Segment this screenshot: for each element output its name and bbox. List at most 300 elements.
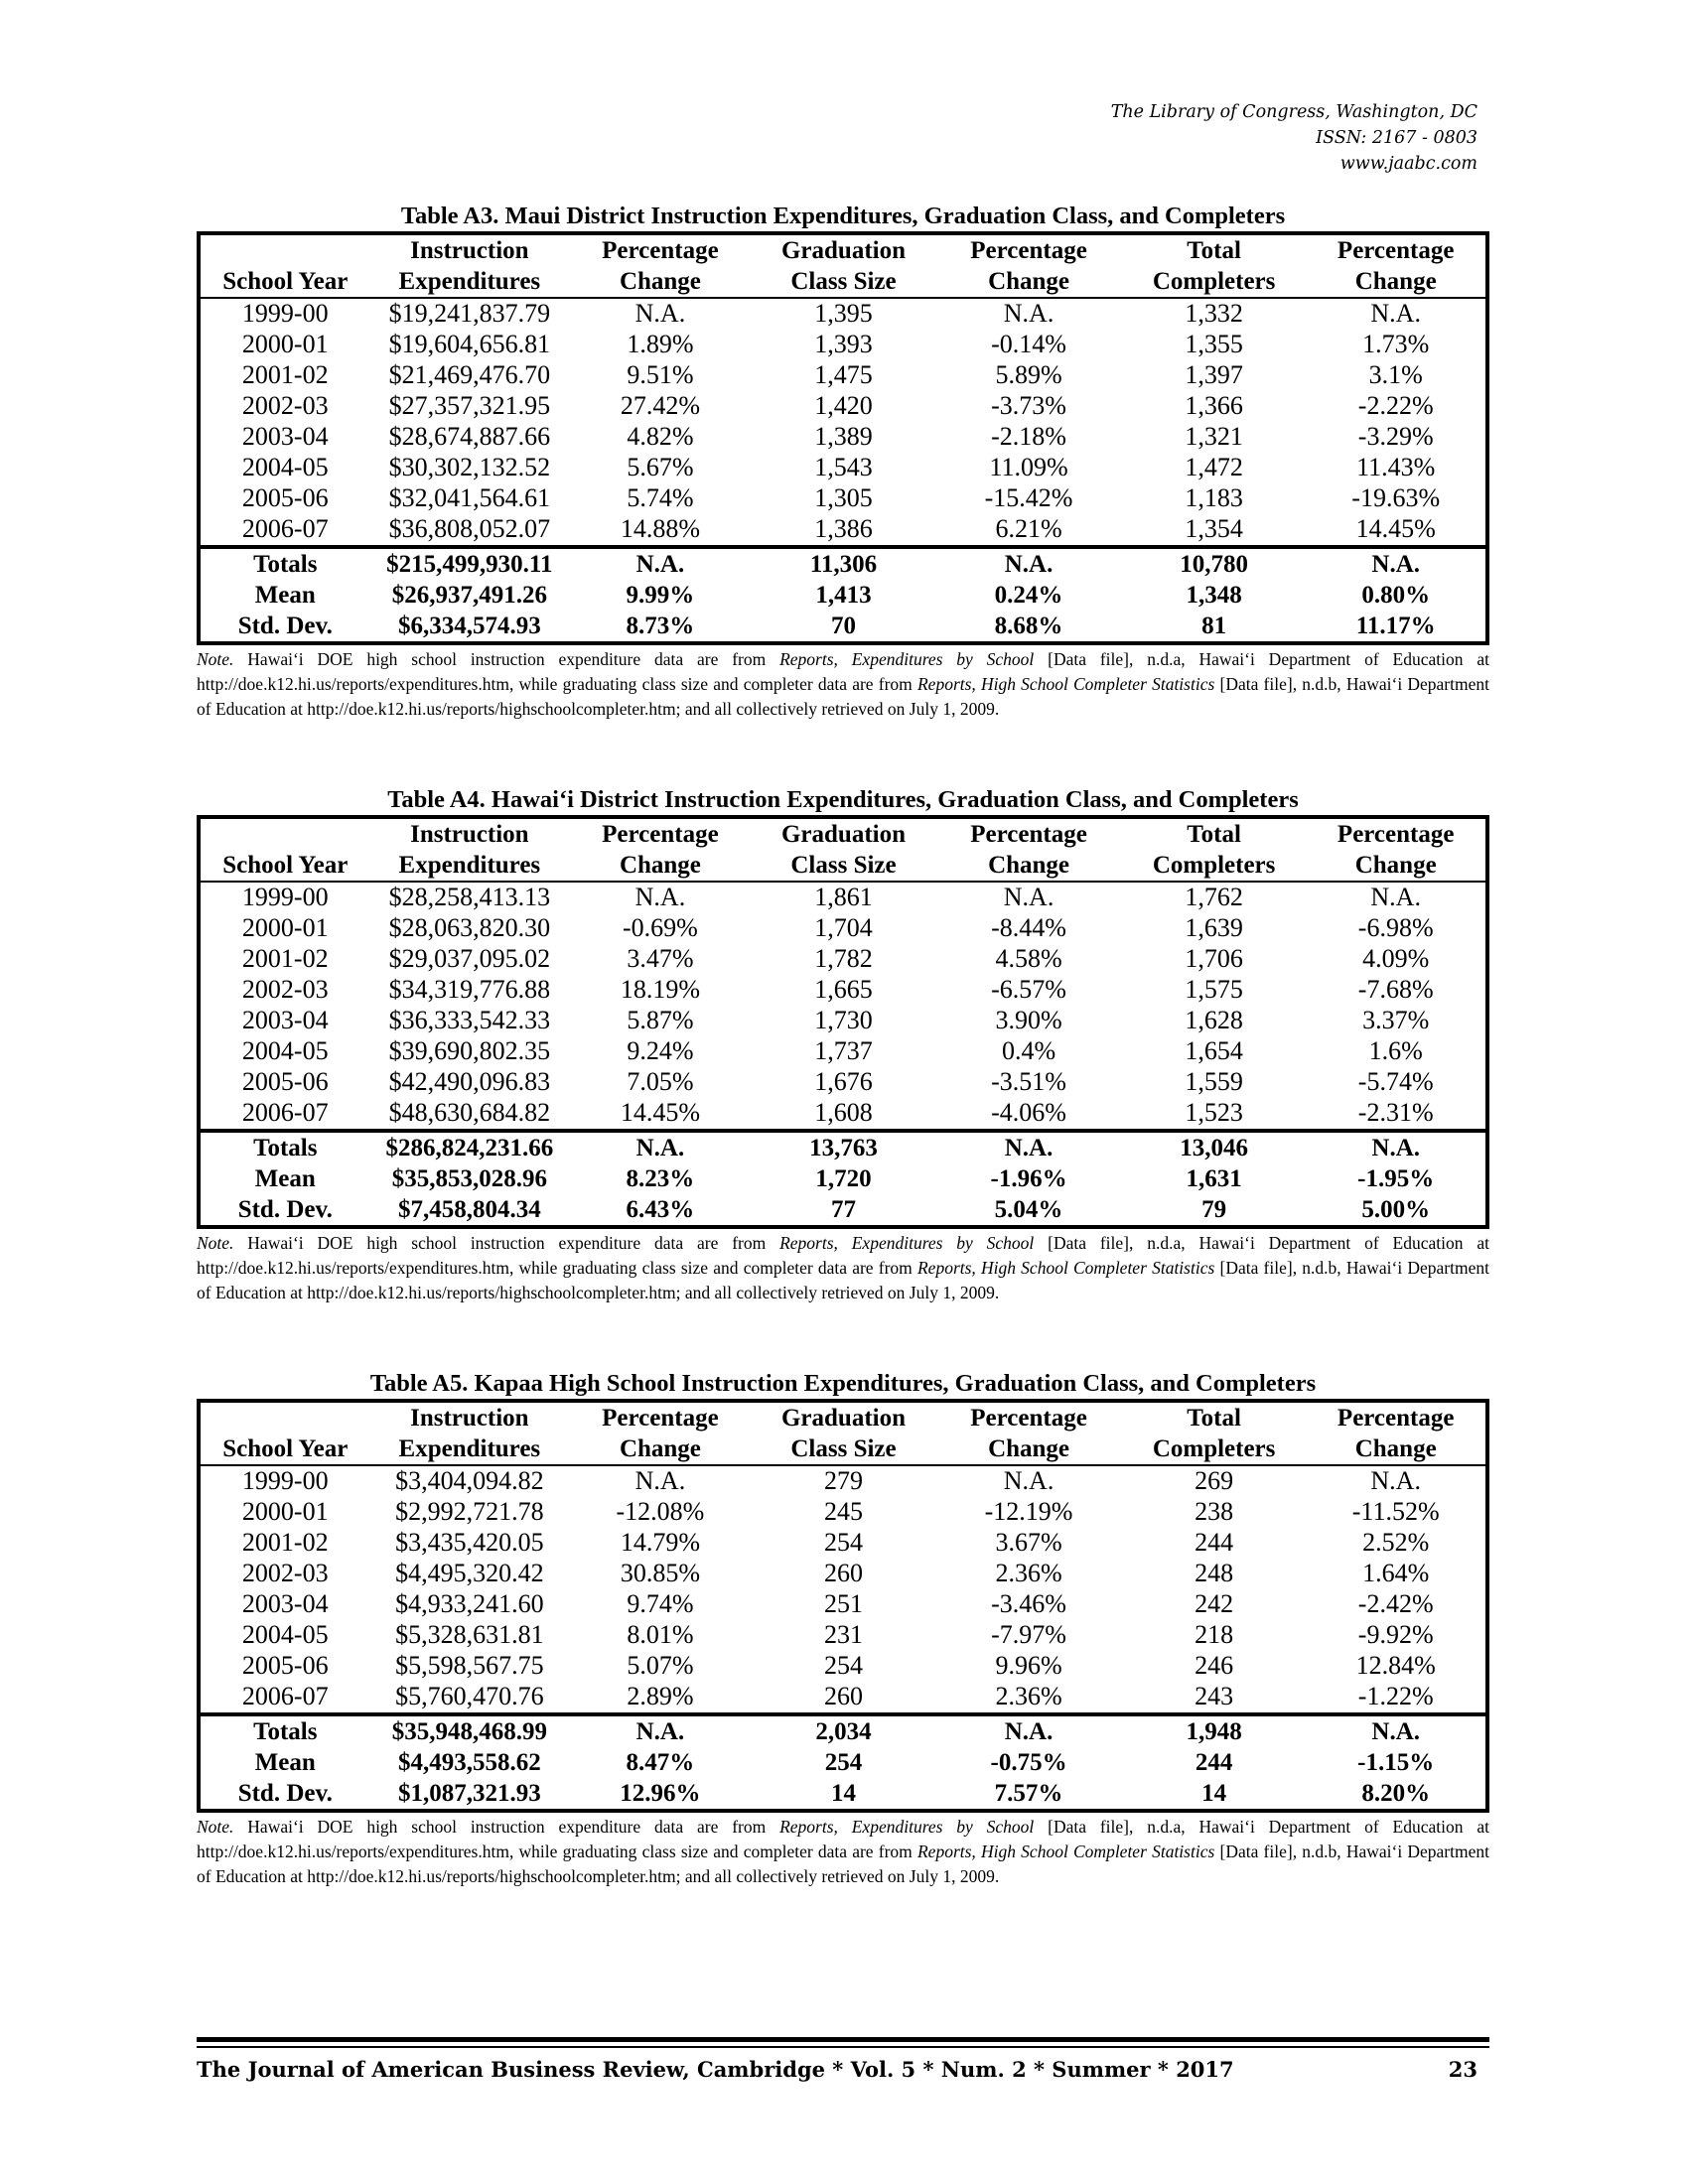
header-row-bottom [199, 1433, 1487, 1465]
column-header: Percentage [1336, 237, 1455, 264]
summary-row [199, 1194, 1487, 1227]
table-row [199, 1036, 1487, 1067]
column-header: Percentage [970, 821, 1087, 848]
summary-cell: 244 [1195, 1748, 1233, 1776]
table-row [199, 944, 1487, 975]
table-cell: N.A. [634, 1466, 686, 1496]
table-row [199, 1589, 1487, 1620]
summary-cell: N.A. [935, 1131, 1122, 1163]
column-header: Change [935, 850, 1122, 882]
summary-cell: $6,334,574.93 [397, 612, 541, 639]
column-header: Change [569, 266, 752, 298]
table-cell: 1,730 [814, 1006, 873, 1035]
table-cell: $42,490,096.83 [388, 1067, 551, 1097]
note-label: Note. [197, 1817, 234, 1837]
table-cell: N.A. [1370, 1466, 1421, 1496]
summary-cell: 11,306 [752, 547, 936, 580]
table-cell: 1,762 [1185, 883, 1243, 912]
summary-cell: 1,720 [815, 1164, 872, 1192]
summary-cell: Totals [199, 1131, 370, 1163]
table-cell: 1,354 [1185, 514, 1243, 544]
table-title: Table A4. Hawai‘i District Instruction Expenditures, Graduation Class, and Completers [387, 786, 1299, 813]
table-cell: 14.45% [620, 1098, 700, 1128]
note-reference-completers: Reports, High School Completer Statistics [916, 674, 1215, 694]
table-cell: 1.6% [1368, 1036, 1423, 1066]
table-cell: 1,366 [1185, 391, 1243, 421]
summary-cell: Mean [254, 581, 316, 609]
table-cell: 2003-04 [241, 1006, 329, 1035]
table-cell: -6.57% [991, 975, 1066, 1005]
summary-cell: N.A. [935, 1714, 1122, 1747]
table-row [199, 453, 1487, 483]
table-cell: 1,332 [1185, 299, 1243, 329]
table-cell: 11.09% [989, 453, 1068, 482]
table-cell: 18.19% [620, 975, 700, 1005]
table-cell: 2002-03 [241, 1559, 329, 1588]
footer-rule-thin [197, 2046, 1489, 2048]
column-header: Change [1306, 1433, 1487, 1465]
table-cell: 2004-05 [241, 1036, 329, 1066]
table-cell: -7.68% [1357, 975, 1434, 1005]
summary-cell: 70 [830, 612, 856, 639]
column-header: Total [1187, 237, 1241, 264]
summary-row [199, 1714, 1487, 1747]
table-cell: 1.64% [1362, 1559, 1430, 1588]
table-cell: 2004-05 [241, 1620, 329, 1650]
table-cell: 1,321 [1185, 422, 1243, 452]
table-cell: 218 [1195, 1620, 1234, 1650]
table-cell: 8.01% [627, 1620, 694, 1650]
table-cell: -2.42% [1357, 1589, 1434, 1619]
summary-cell: N.A. [935, 547, 1122, 580]
summary-cell: 1,948 [1122, 1714, 1307, 1747]
table-cell: 245 [823, 1497, 863, 1527]
summary-cell: N.A. [569, 1131, 752, 1163]
summary-cell: N.A. [569, 1714, 752, 1747]
summary-cell: 5.04% [994, 1195, 1063, 1223]
table-cell: -0.14% [991, 330, 1066, 359]
table-cell: $21,469,476.70 [388, 360, 551, 390]
column-header: Completers [1122, 266, 1307, 298]
table-cell: 1,393 [814, 330, 873, 359]
table-cell: 1,395 [814, 299, 873, 329]
table-cell: 1,654 [1185, 1036, 1243, 1066]
column-header: Instruction [410, 1405, 529, 1432]
table-a3 [197, 231, 1489, 645]
table-cell: 14.88% [620, 514, 700, 544]
table-row [199, 1067, 1487, 1098]
table-cell: 1,628 [1185, 1006, 1243, 1035]
table-cell: 248 [1195, 1559, 1234, 1588]
table-cell: 2005-06 [241, 1067, 329, 1097]
summary-cell: 254 [824, 1748, 863, 1776]
summary-row [199, 547, 1487, 580]
table-a4 [197, 815, 1489, 1229]
table-row [199, 975, 1487, 1006]
table-cell: 1,389 [814, 422, 873, 452]
summary-row [199, 580, 1487, 611]
table-cell: 1,475 [814, 360, 873, 390]
column-header: Total [1187, 1405, 1241, 1432]
header-row-top [199, 233, 1487, 266]
table-title: Table A5. Kapaa High School Instruction Expenditures, Graduation Class, and Completers [369, 1370, 1317, 1397]
column-header [199, 233, 370, 266]
summary-cell: $1,087,321.93 [397, 1779, 541, 1807]
column-header: Percentage [970, 237, 1087, 264]
table-cell: 2001-02 [241, 360, 329, 390]
table-a5-section [197, 1369, 1489, 1889]
column-header: Total [1187, 821, 1241, 848]
summary-cell: 0.24% [994, 581, 1063, 609]
table-cell: 1,861 [814, 883, 873, 912]
table-cell: -3.46% [991, 1589, 1066, 1619]
table-row [199, 1497, 1487, 1528]
table-cell: 1,665 [814, 975, 873, 1005]
table-row [199, 1651, 1487, 1682]
note-text: [Data file], n.d.b, Hawai‘i Department of Education at http://doe.k12.hi.us/reports/highschoolcompleter.htm; and all collectively retrieved on July 1, 2009. [197, 1258, 1489, 1302]
summary-row [199, 1778, 1487, 1811]
header-line-issn: ISSN: 2167 - 0803 [1316, 128, 1477, 148]
table-cell: -8.44% [991, 913, 1066, 943]
table-cell: 3.37% [1362, 1006, 1430, 1035]
column-header: Percentage [1336, 1405, 1455, 1432]
header-row-bottom [199, 266, 1487, 298]
table-cell: -2.31% [1357, 1098, 1434, 1128]
table-cell: 1,472 [1185, 453, 1243, 482]
table-cell: 3.1% [1368, 360, 1423, 390]
summary-cell: Totals [199, 547, 370, 580]
page-number: 23 [1448, 2057, 1477, 2082]
column-header: Percentage [1336, 821, 1455, 848]
summary-cell: N.A. [1306, 1714, 1487, 1747]
table-cell: 3.90% [995, 1006, 1062, 1035]
column-header: Completers [1122, 850, 1307, 882]
table-cell: 254 [823, 1528, 863, 1558]
table-cell: $30,302,132.52 [388, 453, 551, 482]
table-row [199, 391, 1487, 422]
table-cell: $5,598,567.75 [395, 1651, 544, 1681]
note-text: [Data file], n.d.b, Hawai‘i Department of Education at http://doe.k12.hi.us/reports/highschoolcompleter.htm; and all collectively retrieved on July 1, 2009. [197, 1842, 1489, 1886]
column-header: Graduation [780, 1405, 906, 1432]
column-header: Change [1306, 266, 1487, 298]
summary-cell: $35,948,468.99 [370, 1714, 570, 1747]
table-cell: 1,608 [814, 1098, 873, 1128]
table-cell: 254 [823, 1651, 863, 1681]
table-cell: 1,575 [1185, 975, 1243, 1005]
table-a5 [197, 1399, 1489, 1813]
table-cell: 7.05% [627, 1067, 694, 1097]
table-cell: -4.06% [991, 1098, 1066, 1128]
summary-cell: 1,413 [815, 581, 872, 609]
table-row [199, 1528, 1487, 1559]
table-cell: 14.45% [1355, 514, 1436, 544]
column-header: Class Size [752, 850, 936, 882]
table-cell: -2.22% [1357, 391, 1434, 421]
summary-cell: $4,493,558.62 [397, 1748, 541, 1776]
table-cell: 5.74% [627, 483, 694, 513]
column-header: Completers [1122, 1433, 1307, 1465]
table-cell: 4.82% [627, 422, 694, 452]
table-cell: -12.08% [616, 1497, 705, 1527]
table-cell: $28,258,413.13 [388, 883, 551, 912]
table-cell: 2006-07 [241, 514, 329, 544]
table-cell: 27.42% [620, 391, 700, 421]
note-text: Hawai‘i DOE high school instruction expenditure data are from [233, 1817, 780, 1837]
table-cell: $5,760,470.76 [395, 1682, 544, 1711]
column-header: Percentage [602, 237, 719, 264]
table-cell: 1,397 [1185, 360, 1243, 390]
summary-cell: 0.80% [1361, 581, 1431, 609]
table-cell: N.A. [1003, 1466, 1055, 1496]
summary-cell: 8.73% [626, 612, 695, 639]
summary-row [199, 611, 1487, 643]
table-cell: 1,676 [814, 1067, 873, 1097]
table-cell: 9.24% [627, 1036, 694, 1066]
table-row [199, 360, 1487, 391]
summary-cell: N.A. [569, 547, 752, 580]
table-cell: -19.63% [1351, 483, 1441, 513]
summary-cell: $286,824,231.66 [370, 1131, 570, 1163]
table-row [199, 298, 1487, 330]
table-cell: 260 [823, 1559, 863, 1588]
table-cell: $4,495,320.42 [395, 1559, 544, 1588]
table-row [199, 514, 1487, 547]
table-cell: 2003-04 [241, 422, 329, 452]
table-title: Table A3. Maui District Instruction Expenditures, Graduation Class, and Completers [400, 203, 1286, 229]
table-cell: N.A. [1370, 299, 1421, 329]
table-cell: 1,355 [1185, 330, 1243, 359]
summary-row [199, 1163, 1487, 1194]
column-header: Graduation [780, 821, 906, 848]
note-text: Hawai‘i DOE high school instruction expenditure data are from [233, 1233, 780, 1253]
footer-journal-title: The Journal of American Business Review, Cambridge * Vol. 5 * Num. 2 * Summer * 2017 [197, 2057, 1234, 2082]
summary-cell: 13,763 [752, 1131, 936, 1163]
table-cell: 269 [1195, 1466, 1234, 1496]
table-cell: 1,559 [1185, 1067, 1243, 1097]
summary-cell: Std. Dev. [237, 1195, 333, 1223]
summary-cell: $215,499,930.11 [370, 547, 570, 580]
column-header: Instruction [410, 821, 529, 848]
table-cell: 2000-01 [241, 330, 329, 359]
table-cell: 1.89% [627, 330, 694, 359]
table-cell: 2006-07 [241, 1682, 329, 1711]
table-row [199, 483, 1487, 514]
table-cell: $4,933,241.60 [395, 1589, 544, 1619]
table-cell: -15.42% [984, 483, 1073, 513]
note-reference-expenditures: Reports, Expenditures by School [779, 1233, 1035, 1253]
table-cell: 238 [1195, 1497, 1234, 1527]
note-reference-completers: Reports, High School Completer Statistics [916, 1842, 1215, 1861]
table-row [199, 882, 1487, 913]
table-row [199, 1098, 1487, 1131]
table-cell: 11.43% [1356, 453, 1436, 482]
table-cell: -3.29% [1357, 422, 1434, 452]
summary-row [199, 1747, 1487, 1778]
table-cell: 30.85% [620, 1559, 700, 1588]
table-cell: $2,992,721.78 [395, 1497, 544, 1527]
column-header: Change [935, 266, 1122, 298]
summary-cell: 12.96% [620, 1779, 701, 1807]
table-cell: 1,420 [814, 391, 873, 421]
summary-row [199, 1131, 1487, 1163]
table-cell: 3.47% [627, 944, 694, 974]
summary-cell: 6.43% [626, 1195, 695, 1223]
table-cell: $28,674,887.66 [388, 422, 551, 452]
table-cell: 5.07% [627, 1651, 694, 1681]
summary-cell: 7.57% [994, 1779, 1063, 1807]
table-cell: -3.73% [991, 391, 1066, 421]
note-text: Hawai‘i DOE high school instruction expenditure data are from [233, 649, 780, 669]
summary-cell: 2,034 [752, 1714, 936, 1747]
table-cell: 9.74% [627, 1589, 694, 1619]
note-reference-expenditures: Reports, Expenditures by School [779, 649, 1035, 669]
summary-cell: 1,348 [1186, 581, 1242, 609]
column-header: Change [935, 1433, 1122, 1465]
note-label: Note. [197, 1233, 234, 1253]
summary-cell: $35,853,028.96 [391, 1164, 547, 1192]
table-cell: $48,630,684.82 [388, 1098, 551, 1128]
table-a4-section [197, 785, 1489, 1305]
column-header: Class Size [752, 1433, 936, 1465]
table-cell: 2001-02 [241, 944, 329, 974]
table-cell: 1,782 [814, 944, 873, 974]
table-cell: 2005-06 [241, 483, 329, 513]
table-cell: $3,404,094.82 [395, 1466, 544, 1496]
summary-cell: 1,631 [1186, 1164, 1242, 1192]
table-cell: 242 [1195, 1589, 1234, 1619]
table-cell: 12.84% [1355, 1651, 1436, 1681]
column-header: Change [569, 850, 752, 882]
table-cell: 4.09% [1362, 944, 1430, 974]
table-note [197, 647, 1489, 722]
table-cell: -3.51% [991, 1067, 1066, 1097]
note-reference-expenditures: Reports, Expenditures by School [779, 1817, 1035, 1837]
note-text: [Data file], n.d.a, Hawai‘i Department of Education at http://doe.k12.hi.us/reports/expenditures.htm, while graduating class size and completer data are from [197, 1817, 1489, 1861]
column-header: School Year [199, 266, 370, 298]
column-header: Change [1306, 850, 1487, 882]
column-header: Expenditures [370, 266, 570, 298]
table-row [199, 1620, 1487, 1651]
table-cell: 4.58% [995, 944, 1062, 974]
summary-cell: Std. Dev. [237, 612, 333, 639]
summary-cell: 14 [1201, 1779, 1227, 1807]
table-cell: $32,041,564.61 [388, 483, 551, 513]
table-cell: -0.69% [623, 913, 698, 943]
table-cell: 1,639 [1185, 913, 1243, 943]
summary-cell: Std. Dev. [237, 1779, 333, 1807]
table-cell: 2.52% [1362, 1528, 1430, 1558]
column-header: Class Size [752, 266, 936, 298]
summary-cell: N.A. [1306, 1131, 1487, 1163]
note-reference-completers: Reports, High School Completer Statistics [916, 1258, 1215, 1278]
table-cell: N.A. [1003, 883, 1055, 912]
table-cell: $36,808,052.07 [388, 514, 551, 544]
summary-cell: Mean [254, 1164, 316, 1192]
table-row [199, 1465, 1487, 1497]
summary-cell: 10,780 [1122, 547, 1307, 580]
table-cell: 9.96% [995, 1651, 1062, 1681]
table-row [199, 913, 1487, 944]
column-header: Change [569, 1433, 752, 1465]
summary-cell: $7,458,804.34 [397, 1195, 541, 1223]
table-cell: -1.22% [1357, 1682, 1434, 1711]
table-cell: 5.67% [627, 453, 694, 482]
table-cell: $36,333,542.33 [388, 1006, 551, 1035]
column-header: Instruction [410, 237, 529, 264]
table-cell: -11.52% [1351, 1497, 1440, 1527]
note-text: [Data file], n.d.a, Hawai‘i Department of Education at http://doe.k12.hi.us/reports/expenditures.htm, while graduating class size and completer data are from [197, 649, 1489, 694]
table-cell: $27,357,321.95 [388, 391, 551, 421]
table-cell: 246 [1195, 1651, 1234, 1681]
table-cell: 14.79% [620, 1528, 700, 1558]
table-cell: 0.4% [1001, 1036, 1056, 1066]
summary-cell: 9.99% [626, 581, 695, 609]
table-row [199, 422, 1487, 453]
table-cell: 5.87% [627, 1006, 694, 1035]
table-cell: 2.89% [627, 1682, 694, 1711]
summary-cell: N.A. [1306, 547, 1487, 580]
journal-header [1111, 99, 1477, 177]
summary-cell: $26,937,491.26 [391, 581, 547, 609]
summary-cell: 11.17% [1355, 612, 1436, 639]
table-cell: $39,690,802.35 [388, 1036, 551, 1066]
table-cell: 243 [1195, 1682, 1234, 1711]
table-cell: 1.73% [1362, 330, 1430, 359]
table-cell: N.A. [1003, 299, 1055, 329]
table-cell: 1999-00 [241, 1466, 329, 1496]
table-cell: 1999-00 [241, 883, 329, 912]
table-cell: 2000-01 [241, 913, 329, 943]
table-cell: 1,305 [814, 483, 873, 513]
summary-cell: Totals [199, 1714, 370, 1747]
summary-cell: -1.96% [990, 1164, 1067, 1192]
table-row [199, 1682, 1487, 1714]
summary-cell: -0.75% [990, 1748, 1067, 1776]
table-cell: 1999-00 [241, 299, 329, 329]
table-cell: 2005-06 [241, 1651, 329, 1681]
column-header: Percentage [970, 1405, 1087, 1432]
column-header: School Year [199, 1433, 370, 1465]
table-cell: -7.97% [991, 1620, 1066, 1650]
table-cell: -12.19% [984, 1497, 1073, 1527]
table-cell: -5.74% [1357, 1067, 1434, 1097]
footer-rule-thick [197, 2037, 1489, 2042]
table-cell: 1,386 [814, 514, 873, 544]
table-row [199, 1559, 1487, 1589]
table-cell: N.A. [1370, 883, 1421, 912]
summary-cell: -1.95% [1357, 1164, 1435, 1192]
column-header [199, 1401, 370, 1433]
table-cell: N.A. [634, 883, 686, 912]
table-cell: 1,183 [1185, 483, 1243, 513]
table-cell: 2006-07 [241, 1098, 329, 1128]
table-cell: $19,604,656.81 [388, 330, 551, 359]
table-cell: 6.21% [995, 514, 1062, 544]
header-row-bottom [199, 850, 1487, 882]
column-header: Expenditures [370, 1433, 570, 1465]
header-row-top [199, 1401, 1487, 1433]
table-row [199, 1006, 1487, 1036]
header-line-website: www.jaabc.com [1339, 154, 1477, 174]
summary-cell: -1.15% [1357, 1748, 1435, 1776]
table-cell: 1,704 [814, 913, 873, 943]
column-header: Graduation [780, 237, 906, 264]
note-text: [Data file], n.d.a, Hawai‘i Department of Education at http://doe.k12.hi.us/reports/expenditures.htm, while graduating class size and completer data are from [197, 1233, 1489, 1278]
table-cell: N.A. [634, 299, 686, 329]
note-text: [Data file], n.d.b, Hawai‘i Department of Education at http://doe.k12.hi.us/reports/highschoolcompleter.htm; and all collectively retrieved on July 1, 2009. [197, 674, 1489, 719]
summary-cell: 79 [1201, 1195, 1227, 1223]
summary-cell: 13,046 [1122, 1131, 1307, 1163]
